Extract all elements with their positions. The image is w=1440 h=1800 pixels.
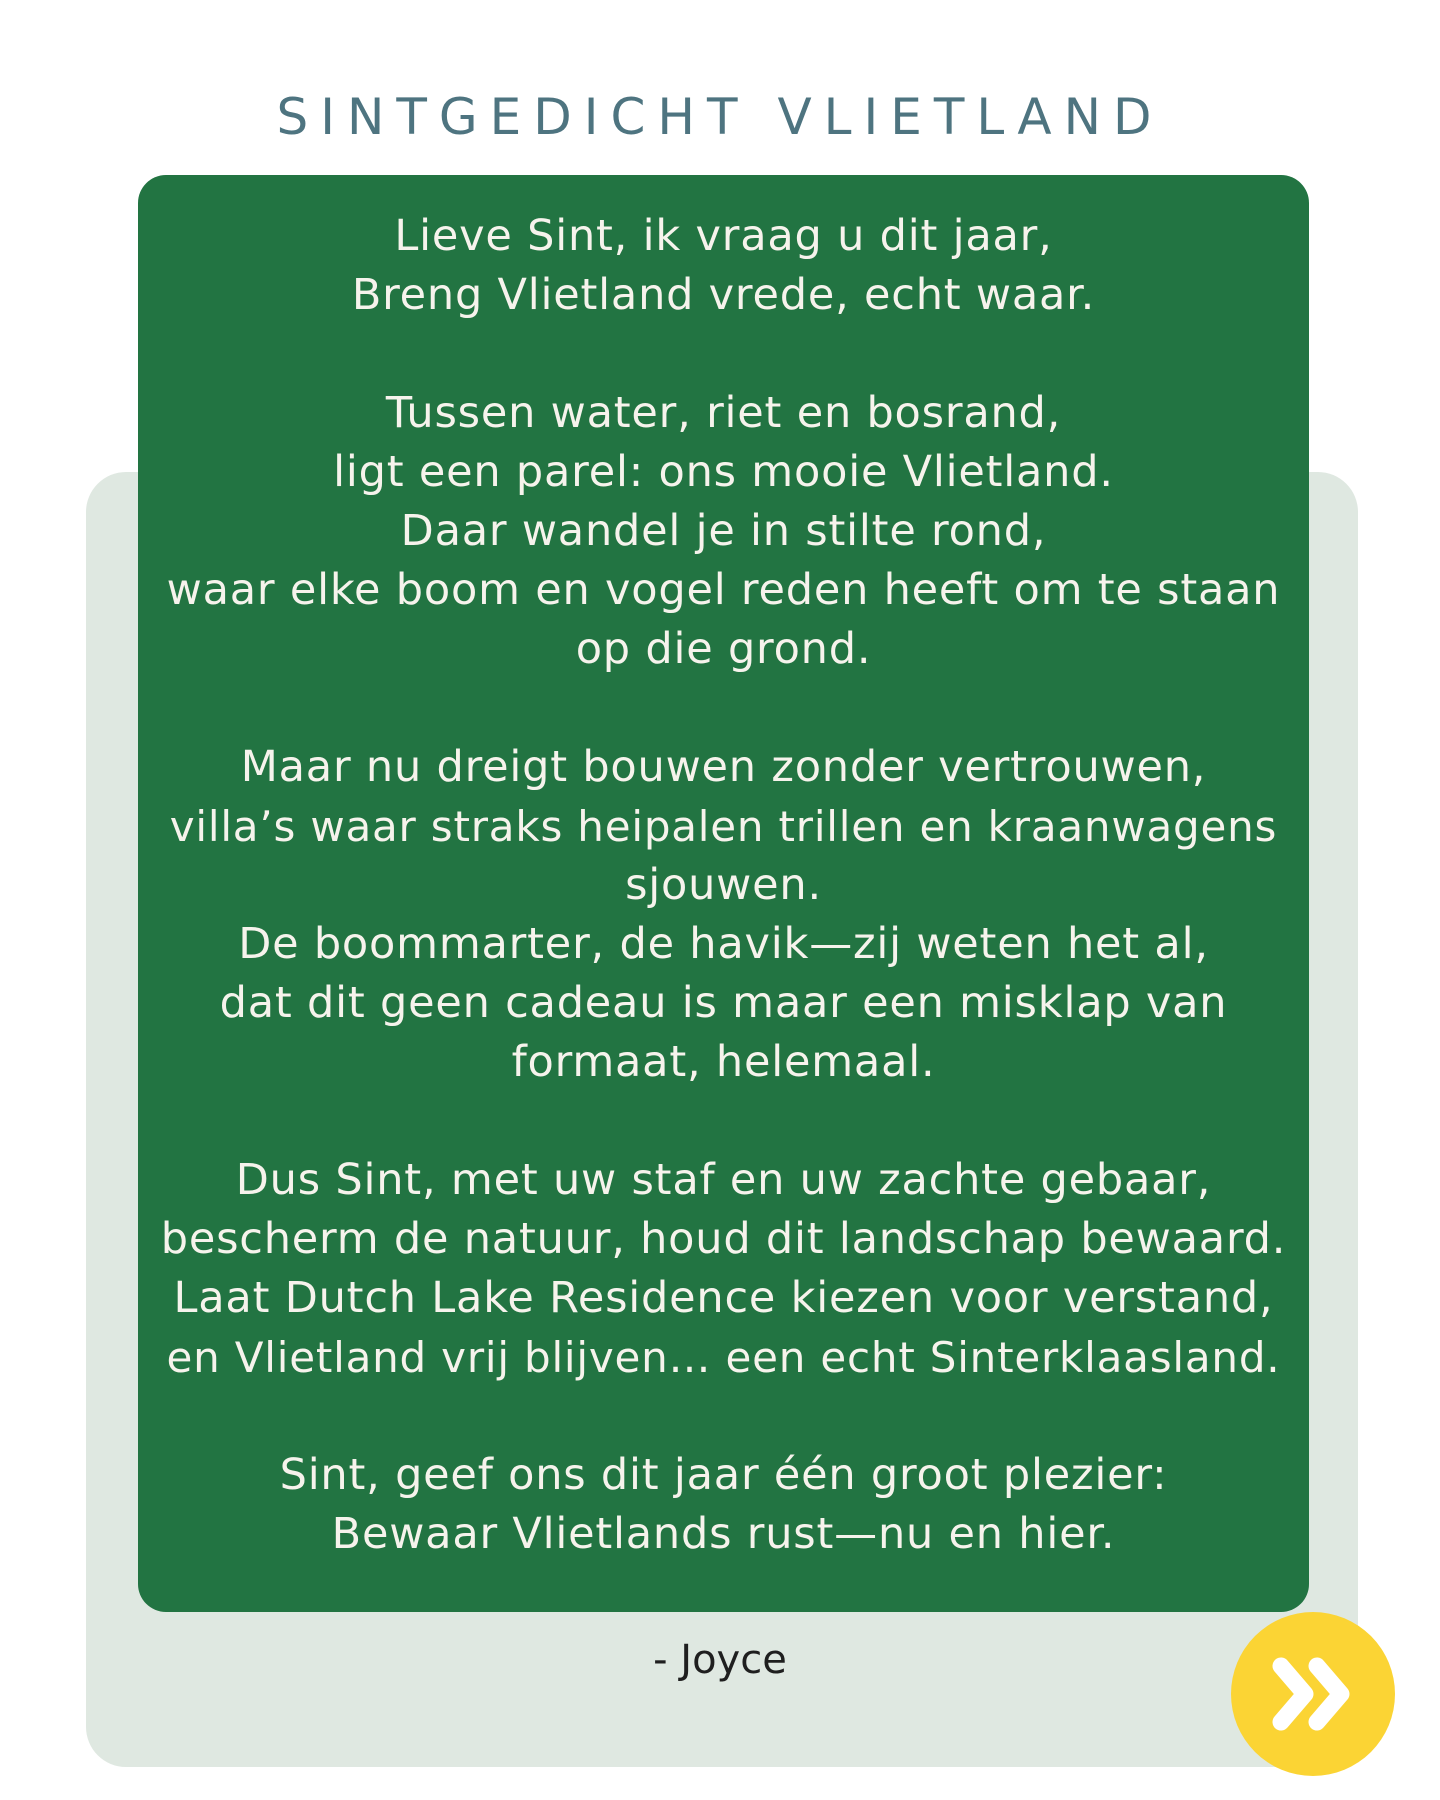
poem-card bbox=[138, 175, 1309, 1612]
page-title: SINTGEDICHT VLIETLAND bbox=[276, 88, 1164, 146]
stanza-3 bbox=[138, 738, 1309, 1092]
poem-line: op die grond. bbox=[575, 624, 872, 674]
stanza-1 bbox=[138, 207, 1309, 325]
poem-line: ligt een parel: ons mooie Vlietland. bbox=[333, 447, 1114, 497]
double-chevron-right-icon bbox=[1231, 1612, 1395, 1776]
stanza-spacer bbox=[138, 679, 1309, 738]
poem-line: Lieve Sint, ik vraag u dit jaar, bbox=[394, 211, 1053, 261]
poem-line: Sint, geef ons dit jaar één groot plezier: bbox=[279, 1450, 1168, 1500]
stanza-spacer bbox=[138, 1092, 1309, 1151]
stanza-5 bbox=[138, 1446, 1309, 1564]
signature: - Joyce bbox=[653, 1637, 787, 1683]
stanza-spacer bbox=[138, 325, 1309, 384]
poem-line: formaat, helemaal. bbox=[511, 1037, 936, 1087]
poem-line: Dus Sint, met uw staf en uw zachte gebaar, bbox=[235, 1155, 1212, 1205]
stanza-4 bbox=[138, 1151, 1309, 1387]
poem-line: Tussen water, riet en bosrand, bbox=[385, 388, 1062, 438]
poem-line: Bewaar Vlietlands rust—nu en hier. bbox=[331, 1509, 1116, 1559]
poem-line: bescherm de natuur, houd dit landschap bewaard. bbox=[160, 1214, 1287, 1264]
poem-line: dat dit geen cadeau is maar een misklap van bbox=[219, 978, 1228, 1028]
poem-line: villa’s waar straks heipalen trillen en kraanwagens bbox=[169, 802, 1278, 851]
stanza-2 bbox=[138, 384, 1309, 679]
stanza-spacer bbox=[138, 1387, 1309, 1446]
poem-line: Maar nu dreigt bouwen zonder vertrouwen, bbox=[240, 742, 1207, 792]
poem-line: Breng Vlietland vrede, echt waar. bbox=[351, 270, 1096, 320]
poem-line: waar elke boom en vogel reden heeft om te staan bbox=[166, 565, 1281, 615]
poem-line: Daar wandel je in stilte rond, bbox=[400, 506, 1047, 556]
poem-line: De boommarter, de havik—zij weten het al, bbox=[238, 919, 1209, 969]
next-button[interactable] bbox=[1231, 1612, 1395, 1776]
poem-line: sjouwen. bbox=[625, 860, 822, 910]
poem-line: Laat Dutch Lake Residence kiezen voor verstand, bbox=[173, 1273, 1274, 1323]
poem-line: en Vlietland vrij blijven… een echt Sinterklaasland. bbox=[166, 1333, 1281, 1382]
